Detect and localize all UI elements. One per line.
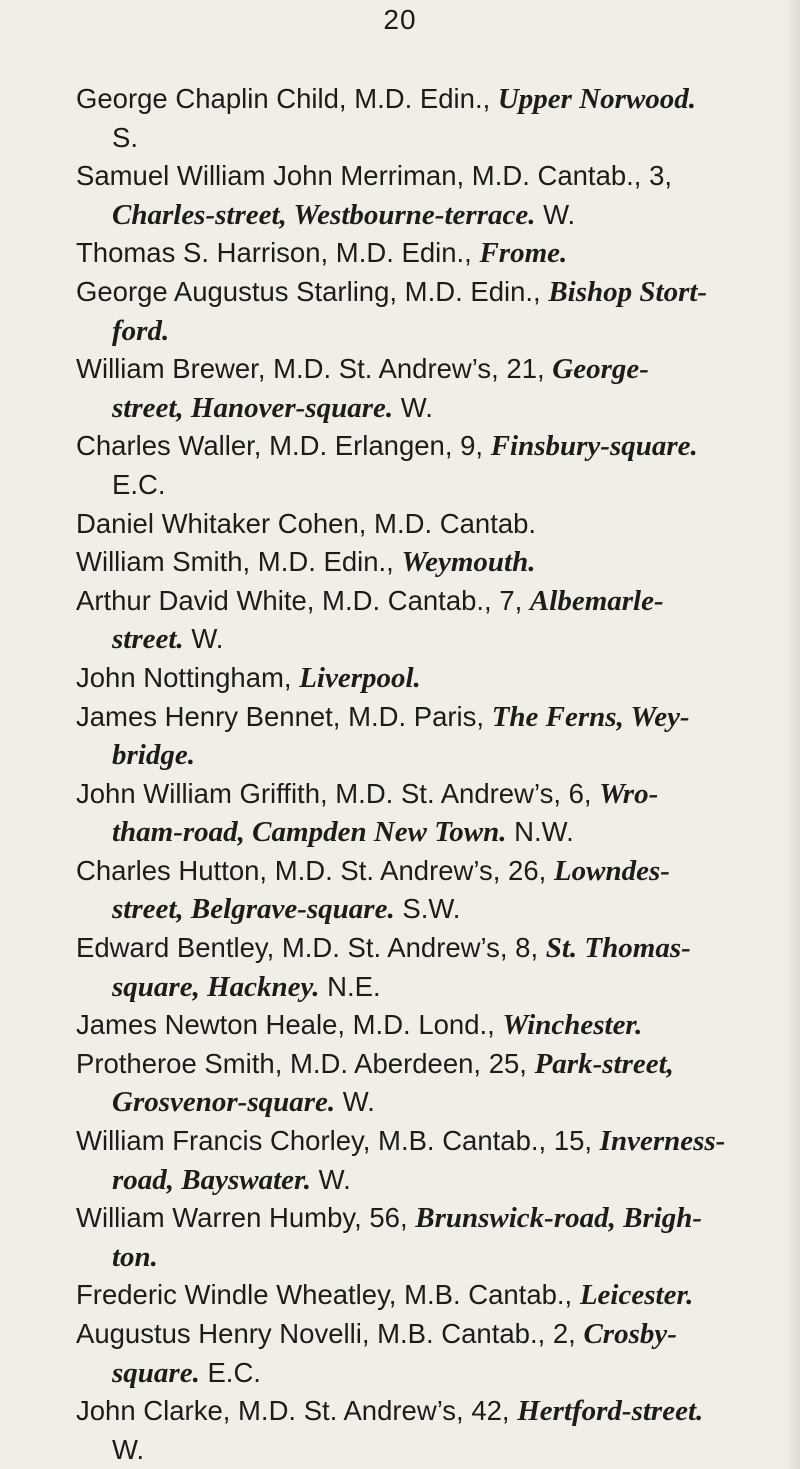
- entry-line-main: [76, 1315, 766, 1354]
- entry-text: Arthur David White, M.D. Cantab., 7,: [76, 584, 530, 616]
- member-entry: [76, 1315, 766, 1392]
- entry-text: Frederic Windle Wheatley, M.B. Cantab.,: [76, 1279, 580, 1311]
- address-text: Weymouth.: [401, 546, 536, 579]
- entry-text: John William Griffith, M.D. St. Andrew’s, 6,: [76, 777, 600, 809]
- address-text: street, Hanover-square.: [112, 391, 394, 424]
- address-text: square.: [112, 1356, 200, 1389]
- entry-line-continued: [112, 890, 766, 929]
- member-entry: [76, 775, 766, 852]
- entry-text: N.W.: [506, 816, 574, 848]
- member-entry: [76, 1122, 766, 1199]
- entry-line-continued: [112, 312, 766, 351]
- address-text: Finsbury-square.: [490, 430, 698, 463]
- entry-text: S.W.: [394, 893, 461, 925]
- entry-line-main: [76, 1045, 766, 1084]
- entry-line-main: [76, 1006, 766, 1045]
- entry-text: James Henry Bennet, M.D. Paris,: [76, 700, 492, 732]
- entry-text: W.: [183, 623, 224, 655]
- address-text: Bishop Stort-: [548, 275, 708, 308]
- address-text: Liverpool.: [299, 661, 421, 694]
- entry-text: W.: [335, 1086, 375, 1118]
- entry-line-main: [76, 80, 766, 119]
- address-text: Frome.: [479, 237, 568, 270]
- entry-text: William Smith, M.D. Edin.,: [76, 546, 402, 578]
- entry-text: James Newton Heale, M.D. Lond.,: [76, 1009, 503, 1041]
- entry-text: George Augustus Starling, M.D. Edin.,: [76, 275, 549, 307]
- address-text: street.: [112, 623, 184, 656]
- member-entry: [76, 582, 766, 659]
- entry-line-continued: [112, 968, 766, 1007]
- member-entry: [76, 1006, 766, 1045]
- entry-text: Charles Hutton, M.D. St. Andrew’s, 26,: [76, 854, 554, 886]
- entry-line-continued: [112, 466, 766, 505]
- entry-line-continued: [112, 736, 766, 775]
- address-text: ton.: [112, 1240, 158, 1273]
- address-text: Upper Norwood.: [497, 83, 697, 115]
- entry-line-main: [76, 505, 766, 544]
- address-text: ford.: [112, 314, 170, 347]
- address-text: bridge.: [112, 739, 195, 772]
- member-entry: [76, 505, 766, 544]
- address-text: Inverness-: [599, 1125, 726, 1158]
- entry-text: William Warren Humby, 56,: [76, 1202, 416, 1234]
- entry-line-main: [76, 1276, 766, 1315]
- member-entry: [76, 543, 766, 582]
- address-text: square, Hackney.: [112, 970, 320, 1003]
- entry-text: William Brewer, M.D. St. Andrew’s, 21,: [76, 353, 553, 385]
- entry-line-continued: [112, 1431, 766, 1469]
- entry-line-main: [76, 1122, 766, 1161]
- address-text: Charles-street, Westbourne-terrace.: [112, 198, 536, 231]
- entry-text: Thomas S. Harrison, M.D. Edin.,: [76, 237, 480, 269]
- member-entry: [76, 80, 766, 157]
- member-entry: [76, 157, 766, 234]
- entry-line-main: [76, 234, 766, 273]
- entry-text: Augustus Henry Novelli, M.B. Cantab., 2,: [76, 1318, 584, 1349]
- member-list: [76, 80, 766, 1469]
- entry-line-main: [76, 582, 766, 621]
- member-entry: [76, 234, 766, 273]
- address-text: road, Bayswater.: [112, 1163, 311, 1196]
- member-entry: [76, 1045, 766, 1122]
- entry-line-main: [76, 659, 766, 698]
- entry-line-main: [76, 427, 766, 466]
- entry-line-continued: [112, 389, 766, 428]
- member-entry: [76, 350, 766, 427]
- member-entry: [76, 1276, 766, 1315]
- member-entry: [76, 929, 766, 1006]
- page-edge-shadow: [786, 0, 800, 1469]
- entry-text: Daniel Whitaker Cohen, M.D. Cantab.: [76, 507, 537, 539]
- entry-line-main: [76, 543, 766, 582]
- address-text: Leicester.: [579, 1279, 694, 1312]
- entry-line-continued: [112, 119, 766, 158]
- entry-line-main: [76, 929, 766, 968]
- entry-text: E.C.: [112, 468, 166, 500]
- address-text: Winchester.: [502, 1009, 643, 1042]
- entry-line-continued: [112, 196, 766, 235]
- address-text: Wro-: [599, 777, 659, 810]
- entry-text: John Nottingham,: [76, 661, 300, 693]
- entry-text: W.: [112, 1433, 145, 1465]
- entry-text: William Francis Chorley, M.B. Cantab., 15,: [76, 1125, 600, 1157]
- address-text: tham-road, Campden New Town.: [112, 816, 507, 849]
- address-text: The Ferns, Wey-: [491, 700, 690, 733]
- entry-line-continued: [112, 1238, 766, 1277]
- address-text: Lowndes-: [553, 854, 670, 887]
- entry-line-continued: [112, 1083, 766, 1122]
- entry-text: John Clarke, M.D. St. Andrew’s, 42,: [76, 1395, 518, 1427]
- entry-text: S.: [112, 121, 138, 153]
- entry-text: Samuel William John Merriman, M.D. Cantab., 3,: [76, 160, 673, 192]
- address-text: St. Thomas-: [545, 932, 691, 965]
- entry-line-main: [76, 273, 766, 312]
- entry-text: George Chaplin Child, M.D. Edin.,: [76, 83, 498, 114]
- address-text: street, Belgrave-square.: [112, 893, 395, 926]
- address-text: Park-street,: [534, 1047, 674, 1080]
- address-text: Crosby-: [583, 1318, 677, 1350]
- page-number: 20: [383, 4, 417, 35]
- entry-line-continued: [112, 1161, 766, 1200]
- entry-line-main: [76, 1392, 766, 1431]
- entry-text: W.: [311, 1163, 351, 1195]
- member-entry: [76, 698, 766, 775]
- entry-text: N.E.: [319, 970, 381, 1002]
- address-text: Albemarle-: [529, 584, 664, 617]
- entry-line-main: [76, 350, 766, 389]
- member-entry: [76, 852, 766, 929]
- entry-line-continued: [112, 813, 766, 852]
- entry-text: Protheroe Smith, M.D. Aberdeen, 25,: [76, 1047, 535, 1079]
- entry-line-main: [76, 852, 766, 891]
- entry-line-main: [76, 775, 766, 814]
- entry-text: W.: [535, 198, 576, 230]
- member-entry: [76, 1392, 766, 1469]
- address-text: Brunswick-road, Brigh-: [415, 1202, 703, 1235]
- entry-text: Edward Bentley, M.D. St. Andrew’s, 8,: [76, 932, 546, 964]
- address-text: Hertford-street.: [517, 1395, 704, 1428]
- address-text: George-: [552, 353, 649, 386]
- entry-text: Charles Waller, M.D. Erlangen, 9,: [76, 430, 491, 462]
- entry-text: W.: [393, 391, 433, 423]
- entry-text: E.C.: [199, 1356, 261, 1388]
- member-entry: [76, 427, 766, 504]
- member-entry: [76, 273, 766, 350]
- entry-line-continued: [112, 620, 766, 659]
- entry-line-main: [76, 698, 766, 737]
- member-entry: [76, 659, 766, 698]
- entry-line-continued: [112, 1354, 766, 1393]
- member-entry: [76, 1199, 766, 1276]
- entry-line-main: [76, 157, 766, 196]
- entry-line-main: [76, 1199, 766, 1238]
- address-text: Grosvenor-square.: [112, 1086, 336, 1119]
